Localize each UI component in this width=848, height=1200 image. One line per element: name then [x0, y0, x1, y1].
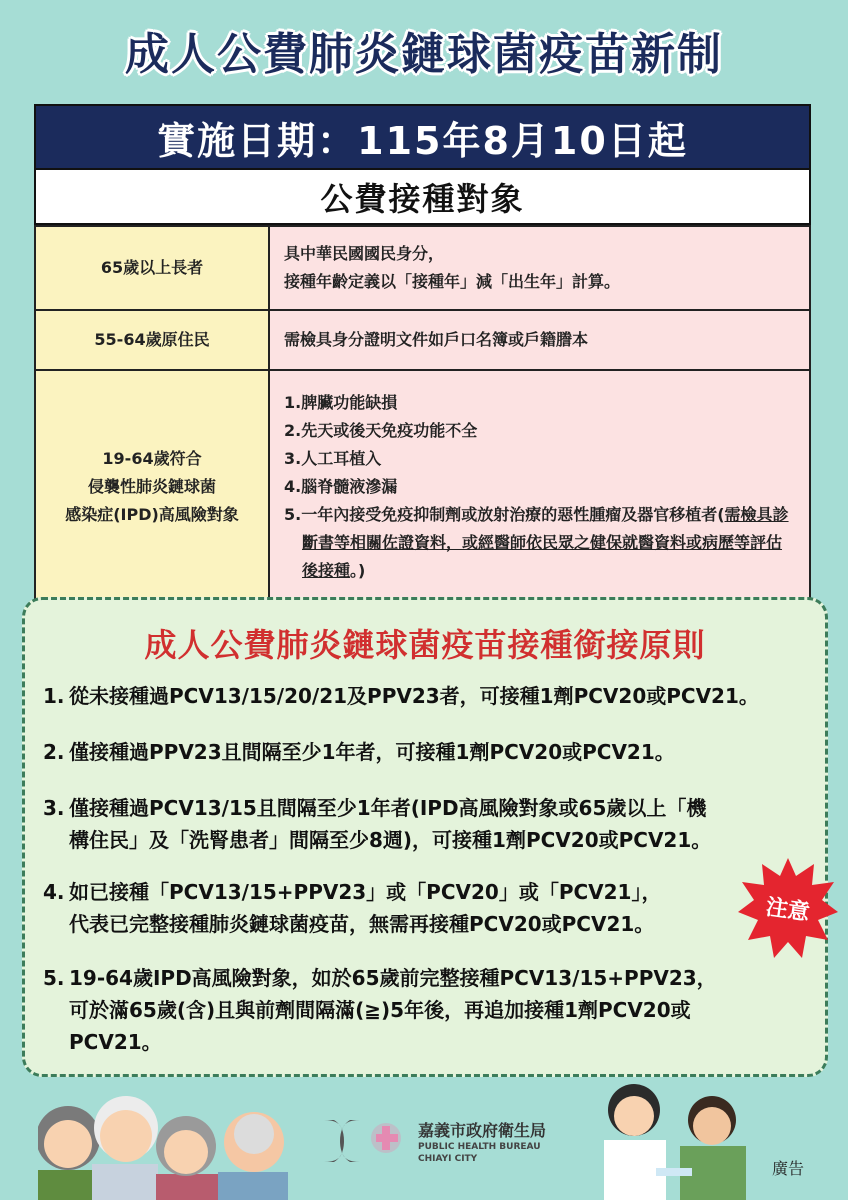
description-line: 具中華民國國民身分， — [284, 244, 445, 263]
description-cell — [269, 370, 810, 604]
rule-item — [43, 792, 823, 856]
rule-text: 可於滿65歲(含)且與前劑間隔滿(≧)5年後，再追加接種1劑PCV20或 — [69, 998, 691, 1022]
item5-lead: 5.一年內接受免疫抑制劑或放射治療的惡性腫瘤及器官移植者( — [284, 505, 725, 524]
org-name-english: PUBLIC HEALTH BUREAU — [418, 1142, 541, 1152]
rule-item — [43, 736, 823, 768]
org-name: 嘉義市政府衛生局 — [418, 1121, 547, 1140]
category-cell — [35, 310, 269, 370]
category-cell — [35, 370, 269, 604]
item5-note: 需檢具診斷書等相關佐證資料，或經醫師依民眾之健保就醫資料或病歷等評估後接種 — [302, 505, 789, 580]
condition-item: 4.腦脊髓液滲漏 — [284, 477, 398, 496]
condition-item-5 — [284, 501, 795, 585]
rule-number: 5. — [43, 966, 65, 990]
effective-date-banner: 實施日期：115年8月10日起 — [34, 104, 811, 170]
health-bureau-logo-icon — [320, 1116, 410, 1166]
rule-text: 從未接種過PCV13/15/20/21及PPV23者，可接種1劑PCV20或PCV21。 — [69, 684, 759, 708]
category-line: 55-64歲原住民 — [94, 330, 210, 349]
rule-item — [43, 680, 823, 712]
category-line: 19-64歲符合 — [102, 449, 202, 468]
description-line: 接種年齡定義以「接種年」減「出生年」計算。 — [284, 272, 621, 291]
advertisement-label: 廣告 — [772, 1159, 805, 1178]
principles-title: 成人公費肺炎鏈球菌疫苗接種銜接原則 — [144, 626, 706, 664]
category-line: 65歲以上長者 — [100, 258, 204, 277]
rule-text: 如已接種「PCV13/15+PPV23」或「PCV20」或「PCV21」， — [69, 880, 662, 904]
rule-text: 構住民」及「洗腎患者」間隔至少8週)，可接種1劑PCV20或PCV21。 — [69, 828, 712, 852]
table-row — [35, 226, 810, 310]
category-line: 感染症(IPD)高風險對象 — [65, 505, 239, 524]
principles-panel — [22, 597, 828, 1077]
rule-text: 僅接種過PCV13/15且間隔至少1年者(IPD高風險對象或65歲以上「機 — [69, 796, 707, 820]
vaccination-illustration — [600, 1076, 750, 1200]
rule-number: 4. — [43, 880, 65, 904]
org-city-english: CHIAYI CITY — [418, 1154, 478, 1164]
item5-tail: 。) — [350, 561, 366, 580]
table-row — [35, 310, 810, 370]
elderly-group-illustration — [38, 1084, 298, 1200]
category-cell — [35, 226, 269, 310]
category-line: 侵襲性肺炎鏈球菌 — [87, 477, 216, 496]
condition-item: 2.先天或後天免疫功能不全 — [284, 421, 478, 440]
rule-number: 1. — [43, 684, 65, 708]
badge-label: 注意 — [764, 894, 812, 926]
page-title: 成人公費肺炎鏈球菌疫苗新制 — [125, 29, 723, 80]
table-row — [35, 370, 810, 604]
attention-badge — [738, 858, 838, 958]
rule-item — [43, 876, 823, 940]
rule-number: 2. — [43, 740, 65, 764]
description-line: 需檢具身分證明文件如戶口名簿或戶籍謄本 — [284, 330, 589, 349]
rule-text: PCV21。 — [69, 1030, 162, 1054]
rule-number: 3. — [43, 796, 65, 820]
description-cell — [269, 310, 810, 370]
condition-item: 1.脾臟功能缺損 — [284, 393, 398, 412]
organization — [418, 1118, 546, 1165]
rule-text: 19-64歲IPD高風險對象，如於65歲前完整接種PCV13/15+PPV23， — [69, 966, 717, 990]
eligibility-table — [34, 225, 811, 605]
rule-text: 代表已完整接種肺炎鏈球菌疫苗，無需再接種PCV20或PCV21。 — [69, 912, 655, 936]
rule-text: 僅接種過PPV23且間隔至少1年者，可接種1劑PCV20或PCV21。 — [69, 740, 675, 764]
rule-item — [43, 962, 823, 1058]
condition-item: 3.人工耳植入 — [284, 449, 382, 468]
description-cell — [269, 226, 810, 310]
eligibility-heading: 公費接種對象 — [34, 170, 811, 225]
